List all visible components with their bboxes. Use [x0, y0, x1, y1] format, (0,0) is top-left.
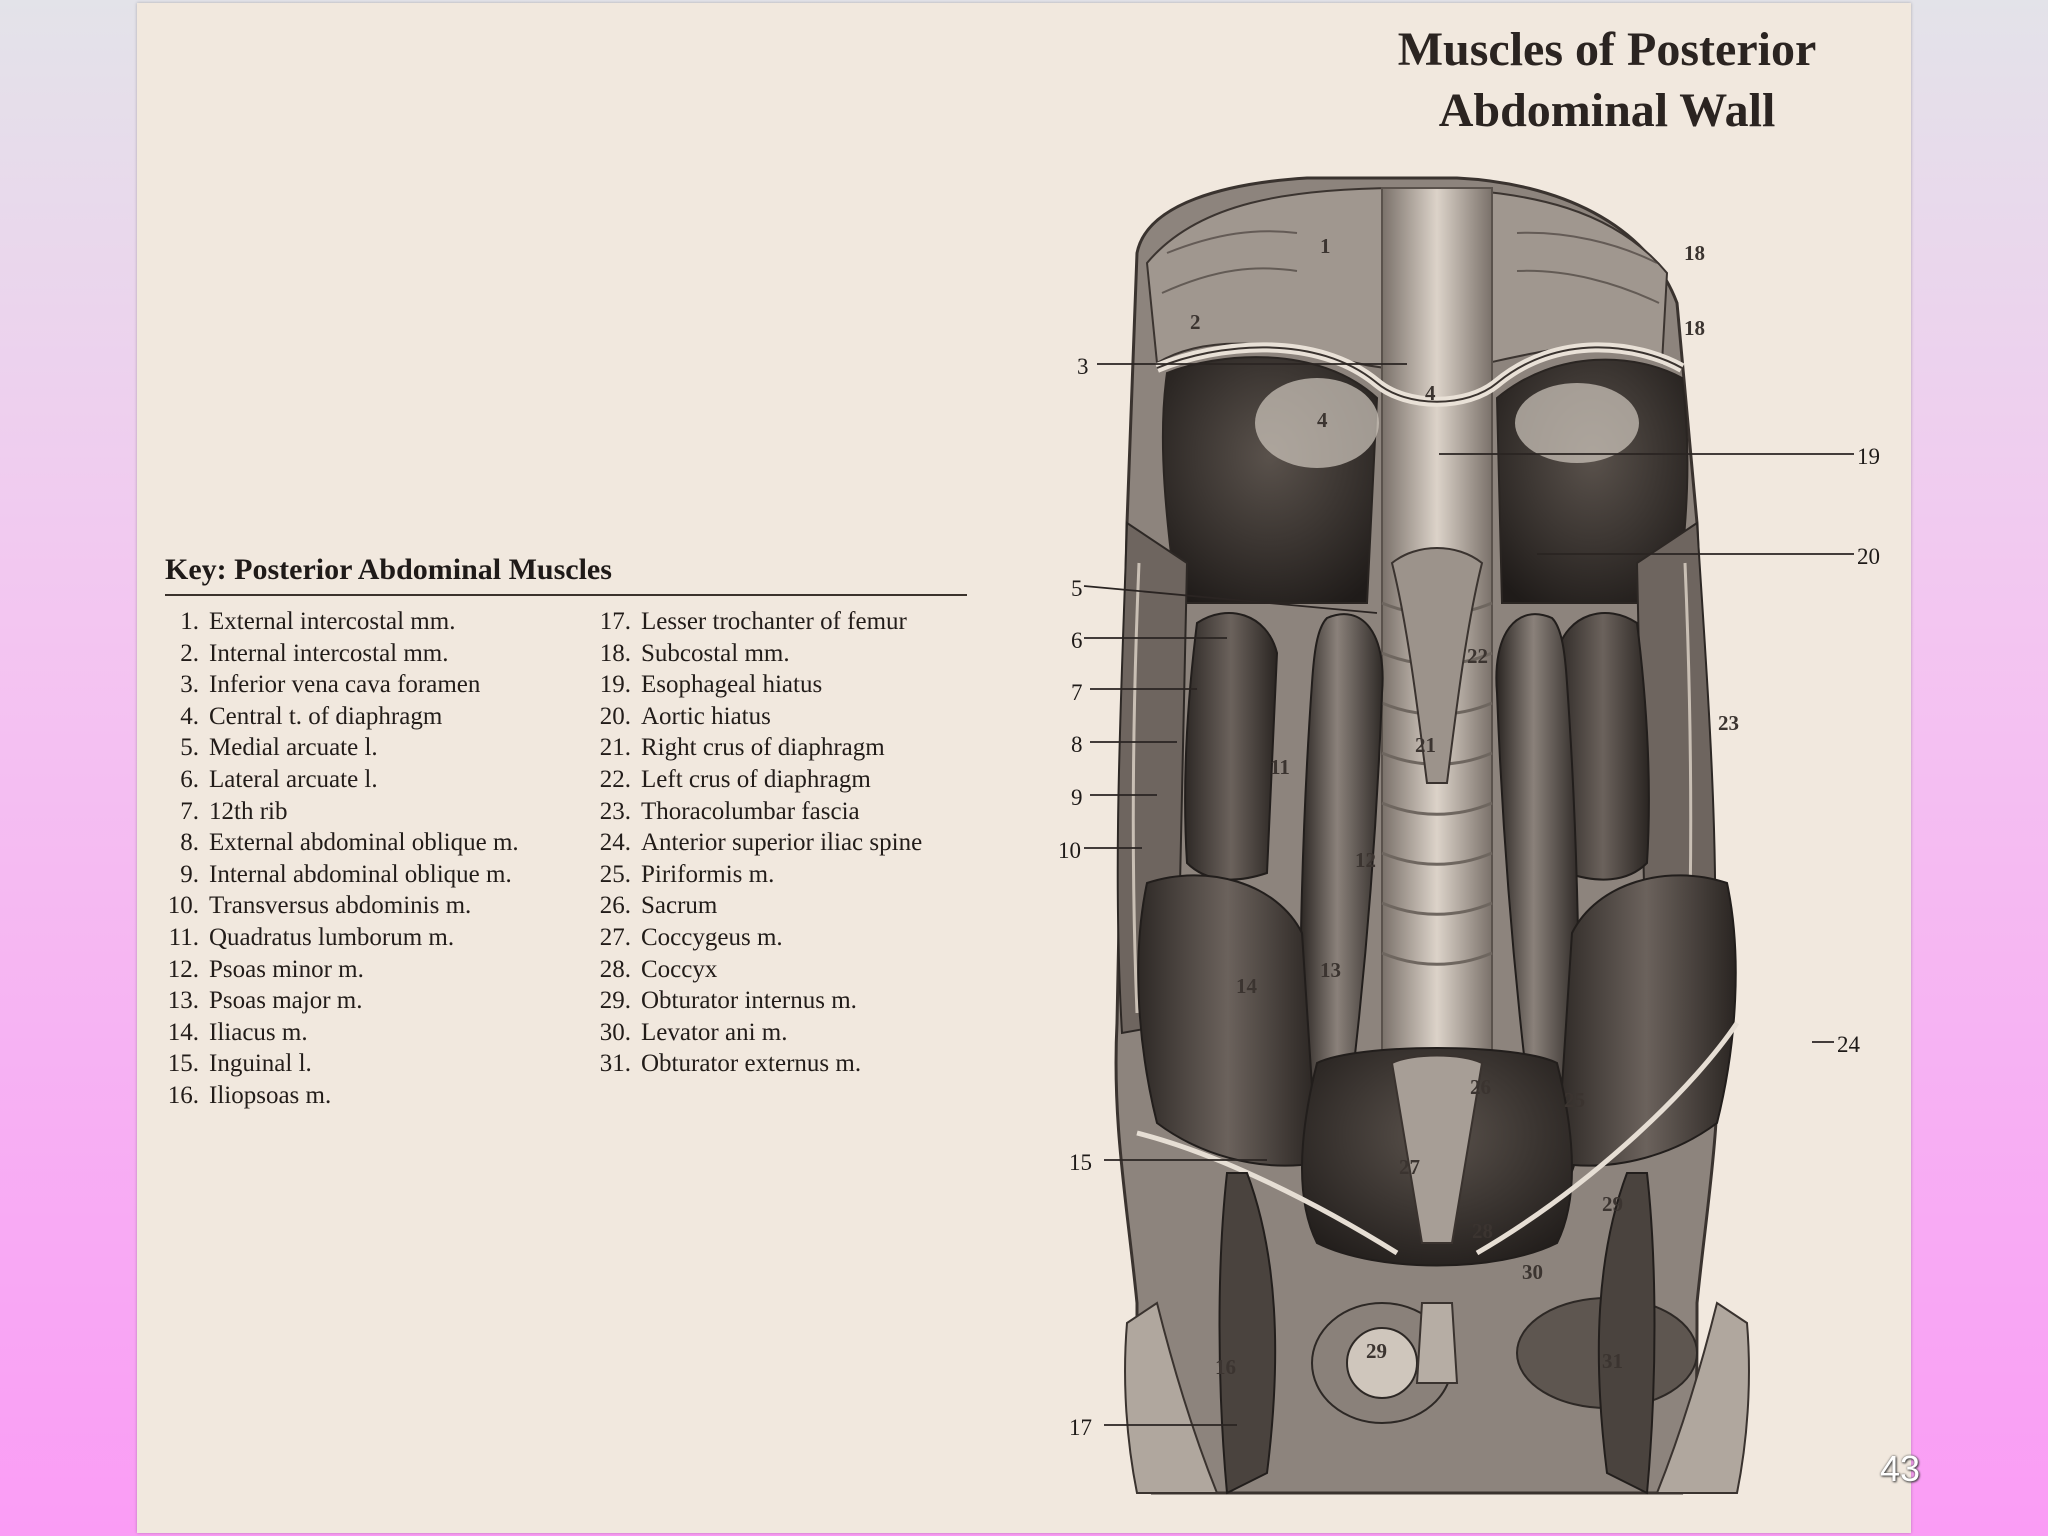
key-item: 26. Sacrum — [599, 892, 718, 920]
iliacus-right — [1557, 875, 1736, 1165]
figure-label-25: 25 — [1564, 1088, 1585, 1112]
figure-label-18a: 18 — [1684, 241, 1705, 265]
key-item: 22. Left crus of diaphragm — [599, 765, 871, 793]
key-item: 2. Internal intercostal mm. — [180, 639, 449, 667]
key-item: 21. Right crus of diaphragm — [599, 734, 885, 762]
key-item: 12. Psoas minor m. — [167, 955, 364, 983]
figure-label-23: 23 — [1718, 711, 1739, 735]
title-line-2: Abdominal Wall — [1438, 84, 1776, 137]
figure-label-21: 21 — [1415, 733, 1436, 757]
figure-label-14: 14 — [1236, 974, 1257, 998]
quadratus-lumborum-left — [1185, 613, 1277, 880]
key-item: 16. Iliopsoas m. — [167, 1081, 332, 1109]
figure-label-28: 28 — [1472, 1219, 1493, 1243]
figure-label-29b: 29 — [1602, 1192, 1623, 1216]
figure-label-1: 1 — [1320, 234, 1331, 258]
figure-label-26: 26 — [1470, 1075, 1491, 1099]
key-item: 17. Lesser trochanter of femur — [599, 608, 907, 635]
key-item: 6. Lateral arcuate l. — [180, 765, 378, 793]
key-item: 13. Psoas major m. — [167, 987, 363, 1015]
key-item: 1. External intercostal mm. — [180, 608, 456, 635]
key-item: 19. Esophageal hiatus — [599, 671, 823, 699]
figure-label-31: 31 — [1602, 1349, 1623, 1373]
key-title: Key: Posterior Abdominal Muscles — [165, 553, 612, 586]
key-item: 20. Aortic hiatus — [599, 702, 771, 730]
key-item: 28. Coccyx — [599, 955, 718, 983]
key-item: 18. Subcostal mm. — [599, 639, 790, 667]
figure-label-20: 20 — [1857, 544, 1880, 569]
key-item: 24. Anterior superior iliac spine — [599, 829, 923, 857]
figure-label-30: 30 — [1522, 1260, 1543, 1284]
figure-label-7: 7 — [1071, 680, 1083, 705]
key-item: 10. Transversus abdominis m. — [167, 892, 472, 920]
key-item: 8. External abdominal oblique m. — [180, 829, 519, 857]
anatomy-illustration — [137, 3, 1911, 1533]
figure-label-5: 5 — [1071, 576, 1083, 601]
figure-label-18b: 18 — [1684, 316, 1705, 340]
key-item: 29. Obturator internus m. — [599, 987, 857, 1015]
key-item: 31. Obturator externus m. — [599, 1050, 862, 1078]
figure-label-29a: 29 — [1366, 1339, 1387, 1363]
figure-label-24: 24 — [1837, 1032, 1860, 1057]
title-line-1: Muscles of Posterior — [1397, 23, 1817, 76]
right-dome-highlight — [1515, 383, 1639, 463]
figure-label-4a: 4 — [1317, 408, 1328, 432]
key-item: 11. Quadratus lumborum m. — [168, 923, 455, 951]
figure-label-15: 15 — [1069, 1150, 1092, 1175]
key-item: 9. Internal abdominal oblique m. — [180, 860, 512, 888]
figure-label-6: 6 — [1071, 628, 1083, 653]
key-item: 5. Medial arcuate l. — [180, 734, 378, 762]
page-number: 43 — [1879, 1448, 1920, 1489]
figure-label-4b: 4 — [1425, 381, 1436, 405]
key-item: 27. Coccygeus m. — [599, 923, 783, 951]
key-item: 30. Levator ani m. — [599, 1018, 788, 1046]
figure-label-13: 13 — [1320, 958, 1341, 982]
figure-label-11: 11 — [1270, 755, 1290, 779]
figure-label-16: 16 — [1215, 1355, 1236, 1379]
figure-label-17: 17 — [1069, 1415, 1092, 1440]
key-item: 4. Central t. of diaphragm — [180, 702, 443, 730]
slide — [137, 3, 1911, 1533]
pubic-symphysis — [1417, 1303, 1457, 1383]
iliacus-left — [1138, 875, 1317, 1165]
key-item: 25. Piriformis m. — [599, 860, 775, 888]
figure-label-9: 9 — [1071, 785, 1083, 810]
key-item: 23. Thoracolumbar fascia — [599, 797, 860, 825]
figure-label-27: 27 — [1399, 1155, 1420, 1179]
figure-label-19: 19 — [1857, 444, 1880, 469]
figure-label-3: 3 — [1077, 354, 1089, 379]
figure-label-12: 12 — [1355, 848, 1376, 872]
key-item: 14. Iliacus m. — [167, 1018, 308, 1046]
figure-label-2: 2 — [1190, 310, 1201, 334]
key-item: 7. 12th rib — [180, 797, 288, 825]
key-item: 15. Inguinal l. — [167, 1050, 312, 1078]
figure-label-22: 22 — [1467, 644, 1488, 668]
figure-label-10: 10 — [1058, 838, 1081, 863]
key-item: 3. Inferior vena cava foramen — [180, 671, 481, 699]
figure-label-8: 8 — [1071, 732, 1083, 757]
